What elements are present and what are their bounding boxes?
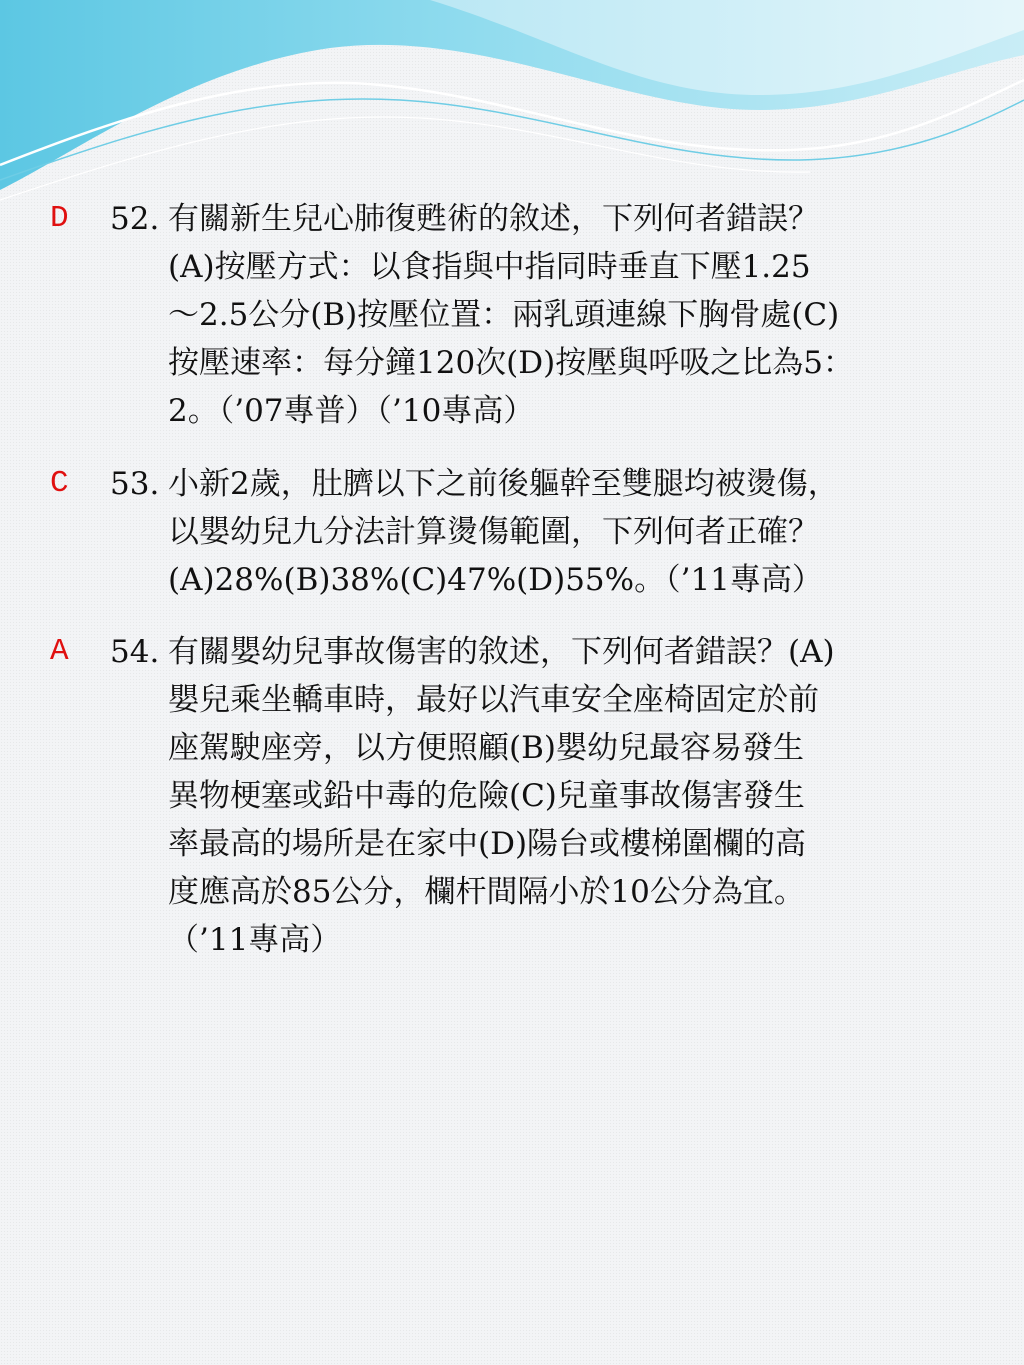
- question-number: 53.: [110, 466, 160, 502]
- answer-letter: D: [50, 201, 69, 236]
- question-text: 有關嬰幼兒事故傷害的敘述，下列何者錯誤？(A) 嬰兒乘坐轎車時，最好以汽車安全座椅固定於前 座駕駛座旁，以方便照顧(B)嬰幼兒最容易發生 異物梗塞或鉛中毒的危險(C)兒童事故傷害發生 率最高的場所是在家中(D)陽台或樓梯圍欄的高 度應高於85公分，欄杆間隔小於10公分為宜。 （’11專高）: [168, 634, 835, 958]
- answer-letter: C: [50, 466, 69, 501]
- question-number: 54.: [110, 634, 160, 670]
- question-text: 有關新生兒心肺復甦術的敘述，下列何者錯誤？ (A)按壓方式：以食指與中指同時垂直下壓1.25 ～2.5公分(B)按壓位置：兩乳頭連線下胸骨處(C) 按壓速率：每分鐘120次(D)按壓與呼吸之比為5： 2。（’07專普）（’10專高）: [168, 201, 854, 429]
- header-wave-decoration: [0, 0, 1024, 220]
- answer-letter: A: [50, 634, 69, 669]
- question-number: 52.: [110, 201, 160, 237]
- question-text: 小新2歲，肚臍以下之前後軀幹至雙腿均被燙傷， 以嬰幼兒九分法計算燙傷範圍，下列何者正確？ (A)28%(B)38%(C)47%(D)55%。（’11專高）: [168, 466, 839, 598]
